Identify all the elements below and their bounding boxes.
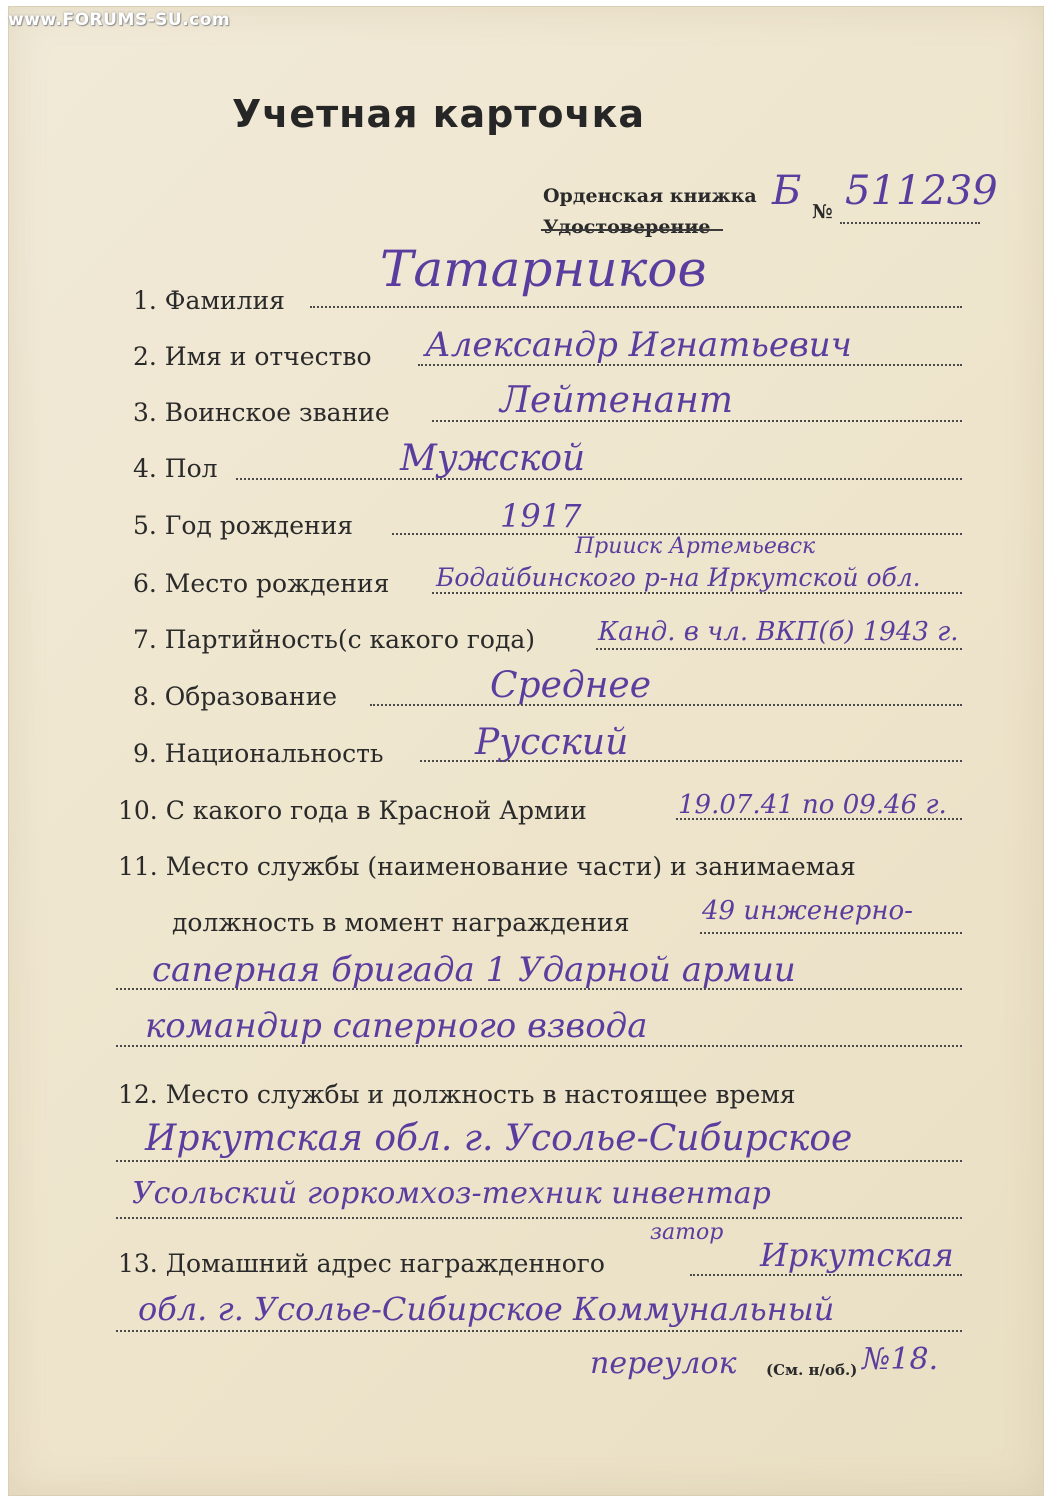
certificate-label: Удостоверение: [543, 216, 711, 238]
current-service-value-3: затор: [650, 1220, 724, 1245]
party-label: 7. Партийность(с какого года): [133, 625, 536, 654]
certificate-strikethrough: [541, 229, 723, 231]
sex-label: 4. Пол: [133, 454, 218, 483]
current-service-value-1: Иркутская обл. г. Усолье-Сибирское: [145, 1118, 853, 1159]
birth-place-value: Бодайбинского р-на Иркутской обл.: [436, 563, 921, 592]
home-address-value-2: обл. г. Усолье-Сибирское Коммунальный: [138, 1290, 835, 1328]
education-label: 8. Образование: [133, 682, 338, 711]
birth-place-value-top: Прииск Артемьевск: [575, 534, 816, 559]
service-place-line-3: [116, 1045, 962, 1047]
card-title: Учетная карточка: [232, 92, 645, 136]
service-place-line-1: [700, 932, 962, 934]
nationality-line: [420, 760, 962, 762]
army-since-line: [676, 818, 962, 820]
rank-label: 3. Воинское звание: [133, 398, 390, 427]
service-place-value-1: 49 инженерно-: [702, 896, 913, 926]
birth-year-label: 5. Год рождения: [133, 511, 354, 540]
sex-line: [236, 478, 962, 480]
number-handwritten: 511239: [845, 168, 998, 214]
name-patronymic-line: [418, 364, 962, 366]
home-address-value-1: Иркутская: [760, 1236, 954, 1274]
party-value: Канд. в чл. ВКП(б) 1943 г.: [598, 617, 959, 647]
nationality-label: 9. Национальность: [133, 739, 384, 768]
site-watermark: www.FORUMS-SU.com: [8, 10, 231, 30]
home-address-label: 13. Домашний адрес награжденного: [118, 1249, 605, 1278]
current-service-label: 12. Место службы и должность в настоящее время: [118, 1080, 796, 1109]
birth-place-line: [432, 592, 962, 594]
army-since-value: 19.07.41 по 09.46 г.: [678, 790, 947, 820]
number-sign: №: [812, 201, 833, 223]
current-service-line-2: [116, 1217, 962, 1219]
birth-place-label: 6. Место рождения: [133, 569, 390, 598]
service-place-label-1: 11. Место службы (наименование части) и занимаемая: [118, 852, 856, 881]
name-patronymic-label: 2. Имя и отчество: [133, 342, 372, 371]
birth-year-value: 1917: [500, 497, 582, 535]
order-book-label: Орденская книжка: [543, 185, 757, 207]
education-value: Среднее: [490, 665, 652, 706]
see-back-note: (См. н/об.): [766, 1361, 858, 1379]
name-patronymic-value: Александр Игнатьевич: [425, 325, 852, 365]
home-address-line-2: [116, 1330, 962, 1332]
surname-label: 1. Фамилия: [133, 286, 285, 315]
service-place-label-2: должность в момент награждения: [172, 908, 630, 937]
service-place-line-2: [116, 988, 962, 990]
house-number-value: №18.: [862, 1342, 939, 1377]
number-line: [840, 222, 980, 224]
nationality-value: Русский: [475, 722, 629, 763]
rank-line: [432, 420, 962, 422]
surname-line: [310, 306, 962, 308]
service-place-value-3: командир саперного взвода: [145, 1006, 648, 1046]
education-line: [370, 704, 962, 706]
army-since-label: 10. С какого года в Красной Армии: [118, 796, 587, 825]
rank-value: Лейтенант: [500, 380, 733, 421]
current-service-line-1: [116, 1160, 962, 1162]
series-handwritten: Б: [772, 168, 802, 214]
surname-value: Татарников: [380, 240, 707, 298]
party-line: [596, 648, 962, 650]
current-service-value-2: Усольский горкомхоз-техник инвентар: [132, 1176, 771, 1211]
home-address-value-3: переулок: [590, 1346, 737, 1381]
home-address-line-1: [690, 1274, 962, 1276]
service-place-value-2: саперная бригада 1 Ударной армии: [152, 950, 796, 990]
sex-value: Мужской: [400, 438, 586, 479]
